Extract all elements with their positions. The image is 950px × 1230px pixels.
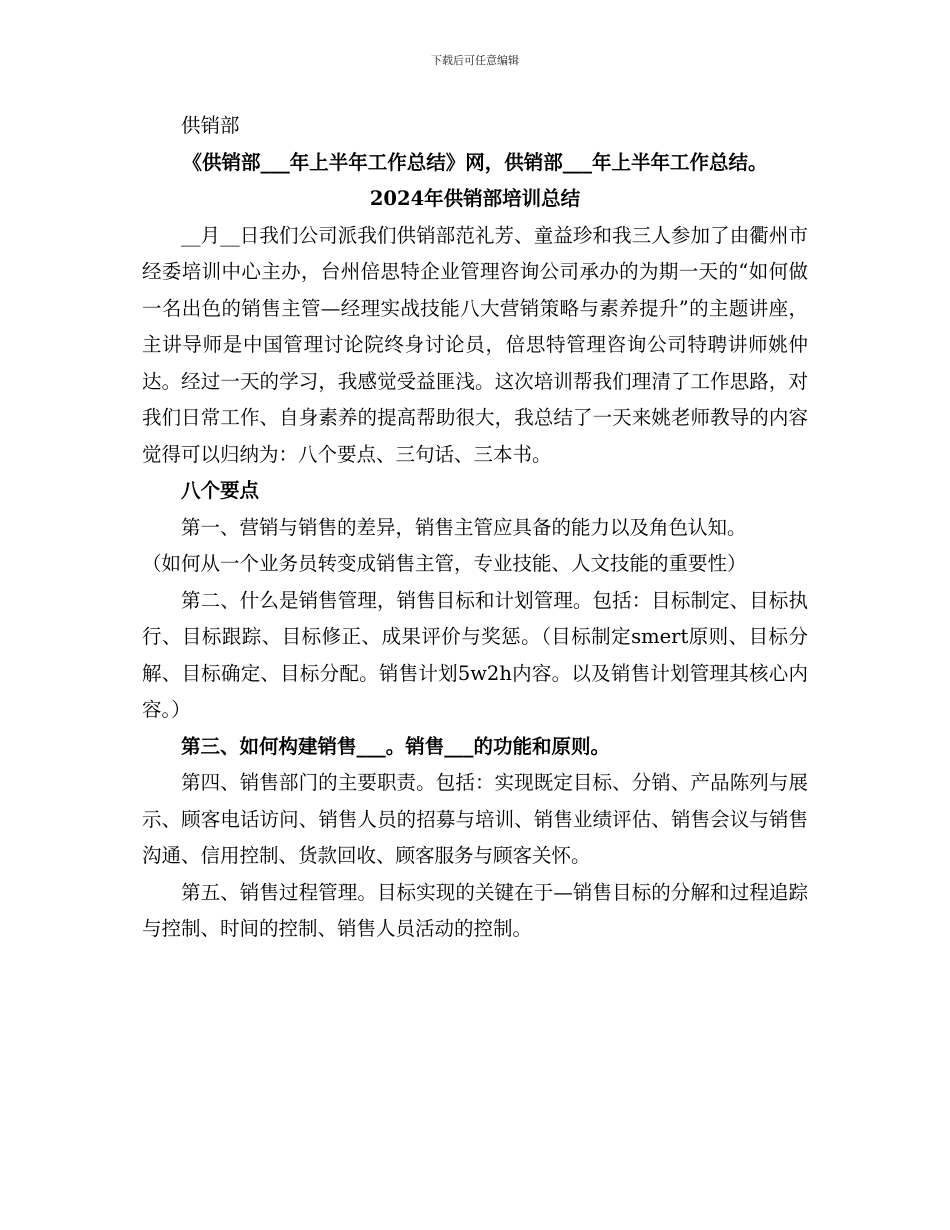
point-5: 第五、销售过程管理。目标实现的关键在于—销售目标的分解和过程追踪与控制、时间的控制、销售人员活动的控制。: [142, 880, 808, 940]
department-label: 供销部: [181, 114, 240, 137]
point-1-note: （如何从一个业务员转变成销售主管，专业技能、人文技能的重要性）: [142, 552, 747, 575]
document-title: 2024年供销部培训总结: [369, 187, 581, 210]
point-4: 第四、销售部门的主要职责。包括：实现既定目标、分销、产品陈列与展示、顾客电话访问、销售人员的招募与培训、销售业绩评估、销售会议与销售沟通、信用控制、货款回收、顾客服务与顾客关怀。: [142, 771, 808, 867]
page-header-note: 下载后可任意编辑: [431, 54, 519, 67]
point-3: 第三、如何构建销售___。销售___的功能和原则。: [181, 734, 611, 758]
point-1: 第一、营销与销售的差异，销售主管应具备的能力以及角色认知。: [181, 515, 747, 539]
section-heading: 八个要点: [181, 479, 260, 502]
intro-paragraph: __月__日我们公司派我们供销部范礼芳、童益珍和我三人参加了由衢州市经委培训中心主办，台州倍思特企业管理咨询公司承办的为期一天的“如何做一名出色的销售主管—经理实战技能八大营销策略与素养提升”的主题讲座，主讲导师是中国管理讨论院终身讨论员，倍思特管理咨询公司特聘讲师姚仲达。经过一天的学习，我感觉受益匪浅。这次培训帮我们理清了工作思路，对我们日常工作、自身素养的提高帮助很大，我总结了一天来姚老师教导的内容觉得可以归纳为：八个要点、三句话、三本书。: [142, 223, 808, 466]
point-2: 第二、什么是销售管理，销售目标和计划管理。包括：目标制定、目标执行、目标跟踪、目标修正、成果评价与奖惩。（目标制定smert原则、目标分解、目标确定、目标分配。销售计划5w2h内容。以及销售计划管理其核心内容。）: [142, 588, 808, 721]
document-headline: 《供销部___年上半年工作总结》网，供销部___年上半年工作总结。: [182, 150, 768, 174]
document-body: [142, 108, 808, 948]
